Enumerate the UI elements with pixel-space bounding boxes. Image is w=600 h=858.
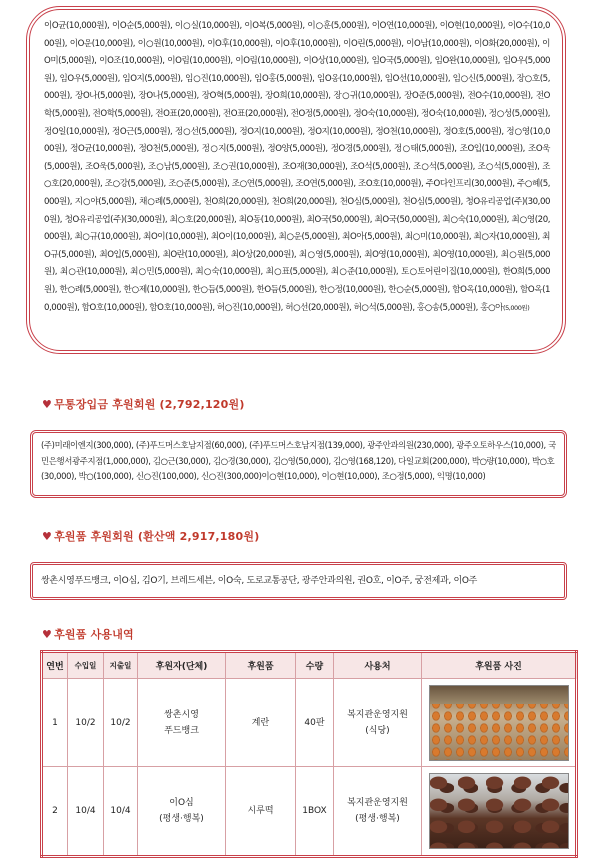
- usage-history-heading: [42, 626, 134, 642]
- donated-items-box: [30, 562, 567, 600]
- col-header-qty: 수량: [296, 652, 334, 679]
- row-item: 계란: [226, 679, 296, 767]
- col-header-item: 후원품: [226, 652, 296, 679]
- row-out-date: 10/2: [104, 679, 138, 767]
- col-header-photo: 후원품 사진: [422, 652, 577, 679]
- row-donor-line2: 푸드뱅크: [164, 725, 199, 736]
- row-use-line1: 복지관운영지원: [347, 798, 408, 808]
- row-photo: [422, 679, 577, 767]
- donor-list-last-amount: (5,000원): [502, 303, 530, 312]
- bank-transfer-title: 무통장입금 후원회원 (2,792,120원): [54, 398, 245, 411]
- donor-list-box: [26, 6, 566, 354]
- eggs-photo: [429, 685, 569, 761]
- usage-history-table: [40, 650, 578, 858]
- row-use-line2: (식당): [365, 725, 390, 736]
- col-header-donor: 후원자(단체): [138, 652, 226, 679]
- col-header-in-date: 수입일: [68, 652, 104, 679]
- row-donor: [138, 679, 226, 767]
- row-out-date: 10/4: [104, 767, 138, 857]
- row-qty: 40판: [296, 679, 334, 767]
- donated-items-title: 후원품 후원회원 (환산액 2,917,180원): [54, 530, 260, 543]
- bank-transfer-text: (주)미래이엔지(300,000), (주)푸드머스호남지점(60,000), (주)푸드머스호남지점(139,000), 광주안과의원(230,000), 광주오토하우스(10,000), 국민은행서광주지점(1,000,000), 김○근(30,000), 김○경(30,000), 김○영(50,000), 김○영(168,120), 다일교회(200,000), 박○량(10,000), 박○호(30,000), 박○(100,000), 신○진(100,000), 신○진(300,000)이○현(10,000), 이○현(10,000), 조○정(5,000), 익명(10,000): [41, 440, 556, 481]
- row-qty: 1BOX: [296, 767, 334, 857]
- bank-transfer-heading: [42, 396, 245, 412]
- donated-items-heading: [42, 528, 259, 544]
- row-use-line1: 복지관운영지원: [347, 709, 408, 720]
- col-header-out-date: 지출일: [104, 652, 138, 679]
- row-use: [334, 679, 422, 767]
- bank-transfer-box: [30, 430, 567, 498]
- table-row: [42, 767, 577, 857]
- rice-cake-photo: [429, 773, 569, 849]
- donor-list-text: 이O균(10,000원), 이O순(5,000원), 이○실(10,000원), 이O복(5,000원), 이○훈(5,000원), 이O연(10,000원), 이O현(10,000원), 이O수(10,000원), 이O운(10,000원), 이○원(10,000원), 이O후(10,000원), 이O후(10,000원), 이O린(5,000원), 이O남(10,000원), 이O화(20,000원), 이O미(5,000원), 이O조(10,000원), 이O림(10,000원), 이O림(10,000원), 이O상(10,000원), 임O국(5,000원), 임O완(10,000원), 임O우(5,000원), 임O우(5,000원), 임O지(5,000원), 임○진(10,000원), 임O홍(5,000원), 임O옹(10,000원), 임O선(10,000원), 임○신(5,000원), 장○호(5,000원), 장O나(5,000원), 장O나(5,000원), 장O혁(5,000원), 장O희(10,000원), 장○귀(10,000원), 장O준(5,000원), 전O수(10,000원), 전O학(5,000원), 전O학(5,000원), 전O표(20,000원), 전O표(20,000원), 전O정(5,000원), 정O숙(10,000원), 정O숙(10,000원), 정○성(5,000원), 정O일(10,000원), 정O근(5,000원), 정○선(5,000원), 정O지(10,000원), 정O지(10,000원), 정O천(10,000원), 정O호(5,000원), 정○영(10,000원), 정O균(10,000원), 정O천(5,000원), 정○지(5,000원), 정O양(5,000원), 정O경(5,000원), 정○태(5,000원), 조O입(10,000원), 조O욱(5,000원), 조O욱(5,000원), 조○남(5,000원), 조○권(10,000원), 조O재(30,000원), 조O석(5,000원), 조○석(5,000원), 조○석(5,000원), 조○호(20,000원), 조○강(5,000원), 조○준(5,000원), 조○연(5,000원), 조O연(5,000원), 조O호(10,000원), 주O다인프리(30,000원), 주○혜(5,000원), 지○야(5,000원), 채○례(5,000원), 천O희(20,000원), 천O희(20,000원), 천O심(5,000원), 천O심(5,000원), 청O유리공업(주)(30,000원), 청O유리공업(주)(30,000원), 최○호(20,000원), 최O동(10,000원), 최O국(50,000원), 최O국(50,000원), 최○숙(10,000원), 최○영(20,000원), 최○규(10,000원), 최O이(10,000원), 최O이(10,000원), 최○운(5,000원), 최O아(5,000원), 최○미(10,000원), 최○자(10,000원), 최O규(5,000원), 최O입(5,000원), 최O란(10,000원), 최O상(20,000원), 최○영(5,000원), 최O영(10,000원), 최O영(10,000원), 최○원(5,000원), 최○관(10,000원), 최○민(5,000원), 최○숙(10,000원), 최○표(5,000원), 최○준(10,000원), 토○토어린이집(10,000원), 한O희(5,000원), 한○례(5,000원), 한○제(10,000원), 한○듬(5,000원), 한O듬(5,000원), 한○정(10,000원), 한○순(5,000원), 함O옥(10,000원), 함O옥(10,000원), 함O호(10,000원), 함O호(10,000원), 허○진(10,000원), 허○선(20,000원), 허○석(5,000원), 홍○송(5,000원), 홍○아: [44, 21, 550, 313]
- row-no: 2: [42, 767, 68, 857]
- row-donor-line2: (평생·행복): [159, 814, 204, 824]
- row-use: [334, 767, 422, 857]
- col-header-no: 연번: [42, 652, 68, 679]
- heart-icon: ♥: [42, 628, 53, 641]
- row-in-date: 10/4: [68, 767, 104, 857]
- row-donor-line1: 이O심: [169, 798, 194, 808]
- row-item: 시루떡: [226, 767, 296, 857]
- row-donor-line1: 쌍촌시영: [164, 709, 199, 720]
- usage-history-title: 후원품 사용내역: [54, 628, 134, 641]
- table-header-row: [42, 652, 577, 679]
- row-donor: [138, 767, 226, 857]
- row-photo: [422, 767, 577, 857]
- row-no: 1: [42, 679, 68, 767]
- donated-items-text: 쌍촌시영푸드뱅크, 이O심, 김O기, 브레드세븐, 이O숙, 도로교통공단, 광주안과의원, 권O호, 이O주, 궁전제과, 이O주: [41, 576, 478, 586]
- row-use-line2: (평생·행복): [355, 814, 400, 824]
- heart-icon: ♥: [42, 398, 53, 411]
- table-row: [42, 679, 577, 767]
- heart-icon: ♥: [42, 530, 53, 543]
- col-header-use: 사용처: [334, 652, 422, 679]
- row-in-date: 10/2: [68, 679, 104, 767]
